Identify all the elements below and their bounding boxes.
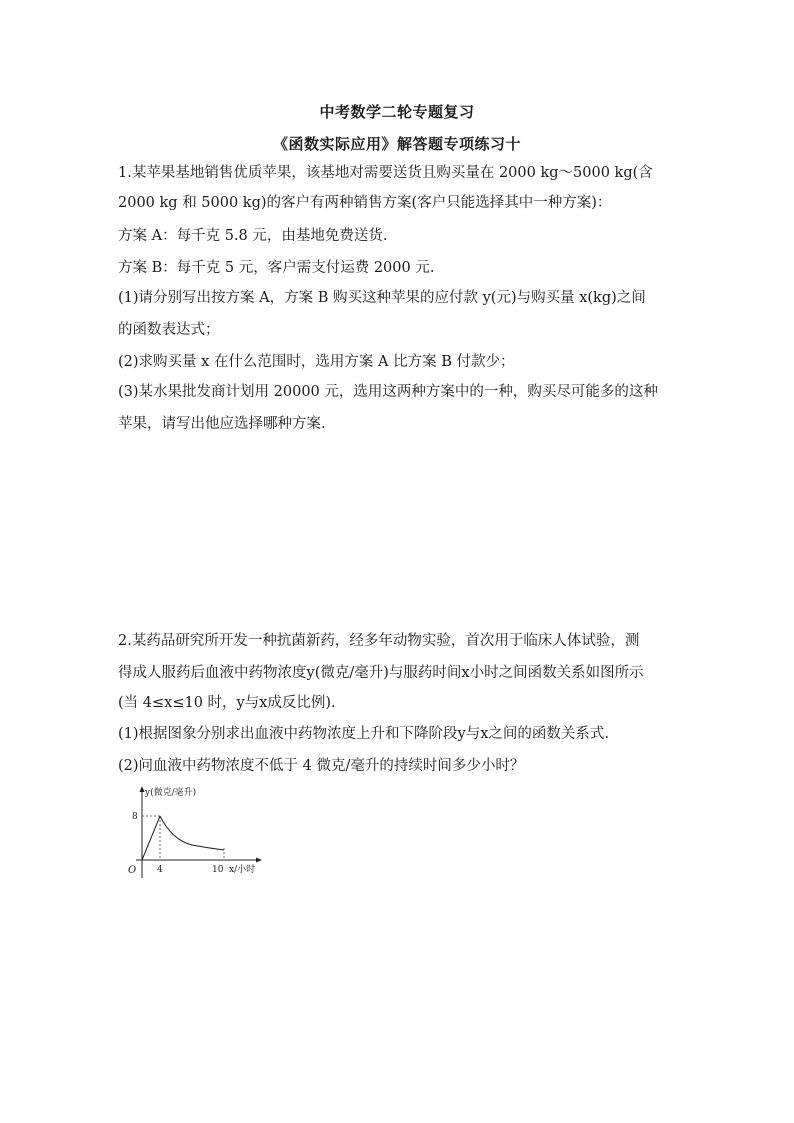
q2-line: (当 4≤x≤10 时，y与x成反比例).	[118, 695, 336, 711]
x-tick-label: 4	[157, 865, 163, 875]
q1-line: 方案 B：每千克 5 元，客户需支付运费 2000 元.	[118, 260, 435, 276]
q2-line: 得成人服药后血液中药物浓度y(微克/毫升)与服药时间x小时之间函数关系如图所示	[118, 665, 644, 681]
x-axis-arrow	[256, 858, 262, 863]
q2-line: (1)根据图象分别求出血液中药物浓度上升和下降阶段y与x之间的函数关系式.	[118, 726, 610, 742]
x-tick-label: 10	[212, 865, 224, 875]
q1-line: 1.某苹果基地销售优质苹果，该基地对需要送货且购买量在 2000 kg～5000 kg(含	[118, 165, 653, 181]
q1-line: (1)请分别写出按方案 A，方案 B 购买这种苹果的应付款 y(元)与购买量 x(kg)之间	[118, 290, 646, 306]
rising-segment	[142, 816, 160, 860]
q1-line: 苹果，请写出他应选择哪种方案.	[118, 416, 326, 432]
q1-line: 的函数表达式；	[118, 322, 220, 338]
page-subtitle: 《函数实际应用》解答题专项练习十	[272, 135, 521, 153]
concentration-graph	[112, 782, 282, 882]
q1-line: 方案 A：每千克 5.8 元，由基地免费送货.	[118, 228, 388, 244]
origin-label: O	[128, 865, 137, 876]
y-tick-label: 8	[132, 812, 138, 822]
y-axis-arrow	[140, 786, 145, 792]
graph-svg	[112, 782, 282, 882]
y-axis-label: y(微克/毫升)	[145, 788, 197, 798]
q1-line: 2000 kg 和 5000 kg)的客户有两种销售方案(客户只能选择其中一种方案)：	[118, 195, 612, 211]
q2-line: (2)问血液中药物浓度不低于 4 微克/毫升的持续时间多少小时？	[118, 758, 525, 774]
q1-line: (3)某水果批发商计划用 20000 元，选用这两种方案中的一种，购买尽可能多的这种	[118, 384, 658, 400]
page-title: 中考数学二轮专题复习	[319, 103, 475, 121]
q2-line: 2.某药品研究所开发一种抗菌新药，经多年动物实验，首次用于临床人体试验，测	[118, 633, 640, 649]
q1-line: (2)求购买量 x 在什么范围时，选用方案 A 比方案 B 付款少；	[118, 354, 515, 370]
x-axis-label: x/小时	[229, 865, 256, 875]
decay-curve	[160, 816, 224, 850]
